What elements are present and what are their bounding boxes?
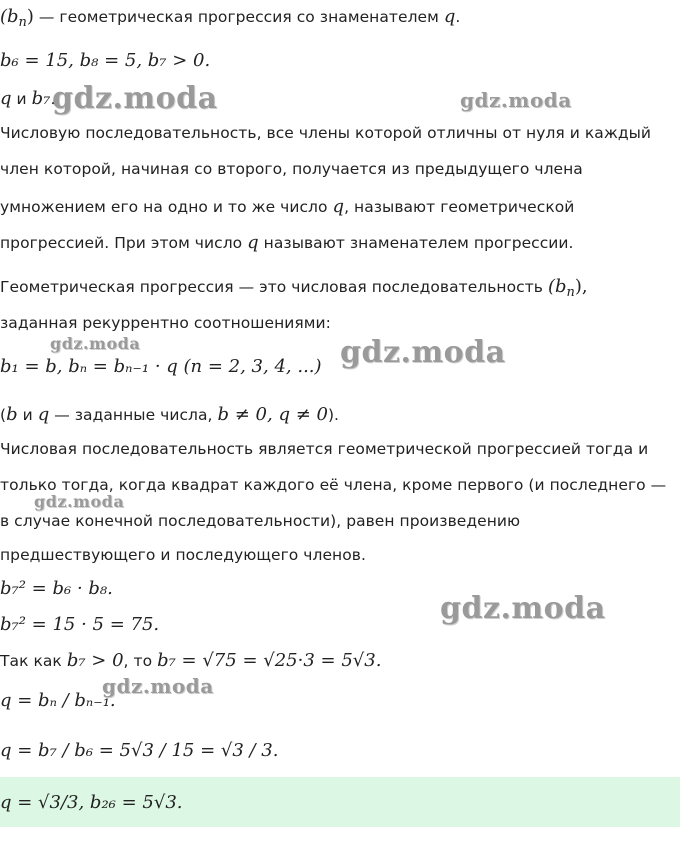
find-line xyxy=(0,88,56,109)
answer-line: q = √3/3, b₂₆ = 5√3. xyxy=(0,792,183,813)
equation-b7-value: b₇² = 15 · 5 = 75. xyxy=(0,614,160,635)
geo-definition-2: заданная рекуррентно соотношениями: xyxy=(0,314,331,332)
def4-text-end: называют знаменателем прогрессии. xyxy=(258,234,574,252)
geo1-sub: n xyxy=(566,284,575,300)
cond-and: и xyxy=(17,406,38,424)
criterion-line-3: в случае конечной последовательности), равен произведению xyxy=(0,512,521,530)
criterion-line-4: предшествующего и последующего членов. xyxy=(0,546,366,564)
statement-text: — геометрическая прогрессия со знаменателем xyxy=(33,8,444,26)
def4-text: прогрессией. При этом число xyxy=(0,234,248,252)
geo-definition-1 xyxy=(0,276,588,300)
criterion-line-2: только тогда, когда квадрат каждого её члена, кроме первого (и последнего — xyxy=(0,476,667,494)
statement-q: q xyxy=(443,6,456,27)
geo1-seq: (b xyxy=(547,276,567,297)
cond-math: b ≠ 0, q ≠ 0 xyxy=(217,404,328,425)
cond-text: — заданные числа, xyxy=(49,406,218,424)
watermark: gdz.moda xyxy=(52,81,218,116)
def3-text-end: , называют геометрической xyxy=(344,198,575,216)
conditions-line: (b и q — заданные числа, b ≠ 0, q ≠ 0). xyxy=(0,404,340,425)
since-text: Так как xyxy=(0,652,67,670)
criterion-line-1: Числовая последовательность является геометрической прогрессией тогда и xyxy=(0,440,649,458)
since-condition: b₇ > 0 xyxy=(66,650,124,671)
since-line xyxy=(0,650,381,671)
def3-q: q xyxy=(332,196,345,217)
watermark: gdz.moda xyxy=(440,591,606,626)
definition-line-3 xyxy=(0,196,574,217)
geo1-end: ), xyxy=(574,276,588,297)
watermark: gdz.moda xyxy=(102,674,214,698)
problem-statement: $(b_n)$ — геометрическая прогрессия со знаменателем q. xyxy=(0,6,461,30)
seq-b: (b xyxy=(0,6,19,27)
equation-b7-squared: b₇² = b₆ · b₈. xyxy=(0,578,113,599)
find-and: и xyxy=(11,90,32,108)
cond-b: b xyxy=(6,404,18,425)
watermark: gdz.moda xyxy=(34,492,125,511)
cond-q: q xyxy=(37,404,50,425)
watermark: gdz.moda xyxy=(460,88,572,112)
cond-end: ). xyxy=(327,406,340,424)
since-then: , то xyxy=(123,652,158,670)
seq-sub: n xyxy=(18,14,27,30)
definition-line-1: Числовую последовательность, все члены которой отличны от нуля и каждый xyxy=(0,124,652,142)
recurrence-formula: b₁ = b, bₙ = bₙ₋₁ · q (n = 2, 3, 4, ...) xyxy=(0,356,322,377)
def3-text: умножением его на одно и то же число xyxy=(0,198,333,216)
find-q: q xyxy=(0,88,12,109)
since-math: b₇ = √75 = √25·3 = 5√3. xyxy=(157,650,382,671)
watermark: gdz.moda xyxy=(340,335,506,370)
q-calculation: q = b₇ / b₆ = 5√3 / 15 = √3 / 3. xyxy=(0,740,279,761)
def4-q: q xyxy=(247,232,259,253)
definition-line-4 xyxy=(0,232,574,253)
given-values: b₆ = 15, b₈ = 5, b₇ > 0. xyxy=(0,50,211,71)
watermark: gdz.moda xyxy=(50,334,141,353)
statement-end: . xyxy=(455,8,461,26)
geo1-text: Геометрическая прогрессия — это числовая последовательность xyxy=(0,278,548,296)
q-formula: q = bₙ / bₙ₋₁. xyxy=(0,690,116,711)
definition-line-2: член которой, начиная со второго, получается из предыдущего члена xyxy=(0,160,583,178)
find-b7: b₇. xyxy=(31,88,57,109)
